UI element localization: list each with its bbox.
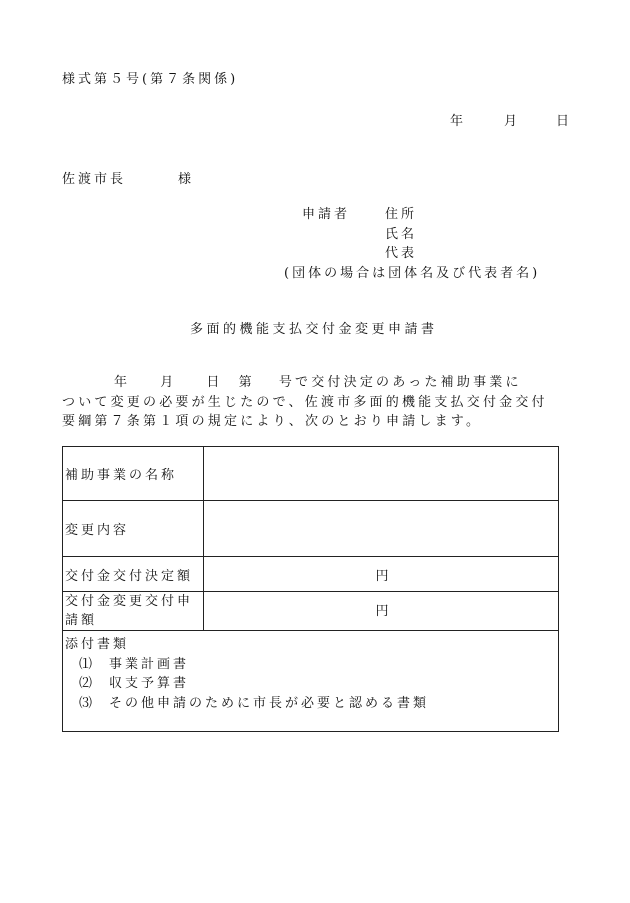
body-line-3: 要綱第７条第１項の規定により、次のとおり申請します。 <box>62 414 483 429</box>
body-year: 年 <box>114 375 131 390</box>
document-title: 多面的機能支払交付金変更申請書 <box>190 322 438 337</box>
changed-amount-label <box>63 592 204 631</box>
attachment-item <box>65 694 558 714</box>
decided-amount-label: 交付金交付決定額 <box>63 557 204 592</box>
applicant-note: (団体の場合は団体名及び代表者名) <box>284 266 541 281</box>
changed-amount-label-line1: 交付金変更交付申 <box>65 594 194 609</box>
decided-amount-value[interactable] <box>204 557 559 592</box>
changed-amount-value[interactable] <box>204 592 559 631</box>
addressee-title: 佐渡市長 <box>62 172 127 187</box>
changed-amount-unit: 円 <box>375 603 389 619</box>
table-row-decided-amount <box>63 557 559 592</box>
form-number: 様式第５号(第７条関係) <box>62 72 239 87</box>
table-row-attachments <box>63 631 559 732</box>
addressee <box>62 168 194 187</box>
body-line-1 <box>62 373 562 393</box>
body-paragraph <box>62 373 562 432</box>
addressee-honorific: 様 <box>178 172 195 187</box>
table-row-changed-amount <box>63 592 559 631</box>
attachments-label: 添付書類 <box>65 637 130 652</box>
body-line1-rest: 号で交付決定のあった補助事業に <box>278 375 522 390</box>
body-number-prefix: 第 <box>238 375 255 390</box>
applicant-address-label: 住所 <box>385 207 418 222</box>
table-row-project-name <box>63 447 559 501</box>
attachment-text: その他申請のために市長が必要と認める書類 <box>109 695 430 711</box>
body-line-2: ついて変更の必要が生じたので、佐渡市多面的機能支払交付金交付 <box>62 394 548 410</box>
applicant-representative-label: 代表 <box>385 246 418 261</box>
attachment-num: ⑵ <box>79 676 93 691</box>
body-month: 月 <box>160 375 177 390</box>
change-content-label: 変更内容 <box>63 501 204 557</box>
project-name-value[interactable] <box>204 447 559 501</box>
body-day: 日 <box>206 375 223 390</box>
table-row-change-content <box>63 501 559 557</box>
application-table <box>62 446 559 732</box>
change-content-value[interactable] <box>204 501 559 557</box>
date-month: 月 <box>504 114 521 129</box>
attachment-num: ⑴ <box>79 656 93 672</box>
date-line <box>450 110 572 129</box>
attachment-item <box>65 674 558 694</box>
project-name-label: 補助事業の名称 <box>63 447 204 501</box>
attachment-text: 事業計画書 <box>109 656 190 672</box>
attachment-num: ⑶ <box>79 695 93 711</box>
applicant-name-label: 氏名 <box>385 227 418 242</box>
date-year: 年 <box>450 114 467 129</box>
attachment-item <box>65 655 558 675</box>
changed-amount-label-line2: 請額 <box>65 613 98 628</box>
date-day: 日 <box>556 114 573 129</box>
attachment-text: 収支予算書 <box>109 676 190 691</box>
attachments-cell <box>63 631 559 732</box>
applicant-label: 申請者 <box>302 207 351 222</box>
decided-amount-unit: 円 <box>375 568 389 584</box>
